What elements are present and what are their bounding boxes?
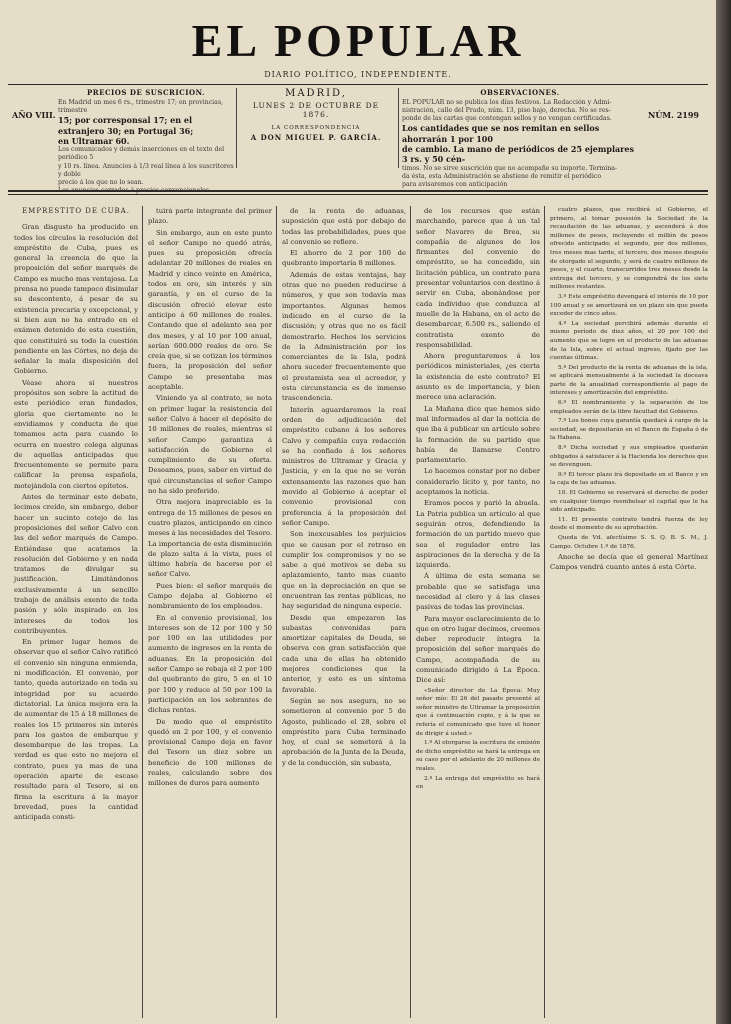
observations-line: da ésta, esta Administración se abstiene de remitir el periódico	[402, 172, 602, 180]
subscription-title: PRECIOS DE SUSCRICION.	[87, 88, 205, 97]
book-spine-edge	[716, 0, 731, 1024]
column-rule	[410, 206, 411, 1018]
year-label: AÑO VIII.	[12, 110, 56, 120]
paragraph: Además de estas ventajas, hay otras que no pueden reducirse á números, y que son todavía mas importantes. Algunas hemos indicado en el curso de la discusión; y otras que no es fácil demostrarlo. Hechos los servicios de la Administración por los comerciantes de la Isla, podrá ahora suceder frecuentemente que el prestamista sea el acreedor, y esta circunstancia es de inmenso trascendencia.	[282, 270, 406, 403]
paragraph: Desde que empezaron las subastas convenidas para amortizar capitales de Deuda, se observa con gran satisfacción que cada una de ellas ha obtenido mejores condiciones que la anterior, y esto es un síntoma favorable.	[282, 613, 406, 694]
subscription-box	[58, 88, 234, 186]
subscription-line: y 10 rs. línea. Anuncios á 1/3 real línea á los suscritores y doble	[58, 162, 234, 178]
header-rule-bottom	[8, 190, 708, 192]
header-divider-right	[398, 88, 399, 168]
subscription-line: En Madrid un mes 6 rs., trimestre 17; en provincias, trimestre	[58, 99, 223, 115]
article-column-1	[14, 206, 138, 1018]
letter-signature: Queda de Vd. afectísimo S. S. Q. B. S. M., J. Campo. Octubre 1.º de 1876.	[550, 534, 708, 550]
quoted-clause: 9.º El tercer plazo irá depositado en el Banco y en la caja de las aduanas.	[550, 471, 708, 487]
masthead-title: EL POPULAR	[191, 15, 525, 66]
correspondence-name: A DON MIGUEL P. GARCÍA.	[250, 133, 382, 142]
article-column-4	[416, 206, 540, 1018]
paragraph: Otra mejora inapreciable es la entrega de 15 millones de pesos en cuatro plazos, anticipando en cinco meses á las necesidades del Tesoro. La importancia de esta disminución de plazo salta á la vista, pues el último habría de hacerse por el señor Calvo.	[148, 498, 272, 579]
quoted-clause: 2.º La entrega del empréstito se hará en	[416, 775, 540, 791]
paragraph: de la renta de aduanas, suposición que está por debajo de todas las probabilidades, pues que al convenio se refiere.	[282, 207, 406, 246]
paragraph: Según se nos asegura, no se sometieron al convenio por 5 de Agosto, publicado el 28, sobre el empréstito para Cuba terminado hoy, el cual se someterá á la aprobación de la Junta de la Deuda, y de la conducción, sin subasta,	[282, 696, 406, 767]
column-rule	[276, 206, 277, 1018]
paragraph: Antes de terminar este debate, lecimos creído, sin embargo, deber hacer un sucinto cotejo de las proposiciones del señor Calvo con las del señor marqués de Campo. Entiéndase que acatamos la resolución del Gobierno y en nada tratamos de divulgar su justificación. Limitándonos exclusivamente á un sencillo trabajo de análisis exento de toda pasión y sólo inspirado en los intereses de todos los contribuyentes.	[14, 493, 138, 635]
subscription-line: Los comunicados y demás inserciones en el texto del periódico 5	[58, 146, 225, 162]
observations-line: ponde de las cartas que contengan sellos y no vengan certificadas.	[402, 115, 612, 123]
paragraph: El ahorro de 2 por 100 de quebranto importaría 8 millones.	[282, 249, 406, 268]
paragraph: En el convenio provisional, los intereses son de 12 por 100 y 50 por 100 en las utilidades por aumento de ingresos en la renta de aduanas. En la proposición del señor Campo se rebaja el 2 por 100 del quebranto de giro, 5 en el 10 por 100 y reduce al 50 por 100 la participación en los sobrantes de dichas rentas.	[148, 613, 272, 715]
paragraph: Anoche se decía que el general Martínez Campos vendrá cuanto antes á esta Córte.	[550, 553, 708, 572]
quoted-clause: 3.º Este empréstito devengará el interés de 10 por 100 anual y se amortizará en un plazo sin que pueda exceder de cinco años.	[550, 293, 708, 318]
paragraph: Sin embargo, aun en este punto el señor Campo no quedó atrás, pues su proposición ofrecía adelantar 20 millones de reales en Madrid y cinco veinte en América, todos en oro, sin interés y sin garantía, y en el curso de la discusión ofreció elevar este anticipo á 60 millones de reales. Contando que el adelanto sea por dos meses, y al 10 por 100 anual, serían 600.000 reales de oro. Se creía que, si se cotizan los términos fuera, la proposición del señor Campo se presentaba mas aceptable.	[148, 228, 272, 392]
column-rule	[142, 206, 143, 1018]
paragraph: Eramos pocos y parió la abuela. La Patria publica un artículo al que seguirán otros, defendiendo la formación de un partido nuevo que sea el regulador entre las aspiraciones de la derecha y de la izquierda.	[416, 499, 540, 570]
issue-date: LUNES 2 DE OCTUBRE DE 1876.	[252, 101, 380, 119]
paragraph: Viniendo ya al contrato, se nota en primer lugar la resistencia del señor Calvo á hacer el depósito de 10 millones de reales, mientras el señor Campo garantiza á satisfacción de Gobierno el cumplimiento de su oferta. Deseamos, pues, saber en virtud de qué circunstancias el señor Campo no ha sido preferido.	[148, 394, 272, 496]
observations-title: OBSERVACIONES.	[480, 88, 560, 97]
column-rule	[544, 206, 545, 1018]
observations-line: EL POPULAR no se publica los días festivos. La Redacción y Admi-	[402, 99, 612, 107]
paragraph: tuirá parte integrante del primer plazo.	[148, 207, 272, 226]
paragraph: Ahora preguntaremos á los periódicos ministeriales, ¿es cierta la existencia de este contrato? El asunto es de importancia, y bien merece una aclaración.	[416, 352, 540, 402]
subscription-line: en Ultramar 60.	[58, 136, 130, 146]
city: MADRID,	[285, 88, 347, 99]
paragraph: Interín aguardaremos la real orden de adjudicación del empréstito cubano á los señores Calvo y compañía cuya redacción se ha confiado á los señores ministros de Ultramar y Gracia y Justicia, y en la que no se verán extensamente las razones que han movido al Gobierno á aceptar el convenio provisional con preferencia á la proposición del señor Campo.	[282, 405, 406, 527]
article-column-5	[550, 206, 708, 1018]
paragraph: Pues bien: el señor marqués de Campo dejaba al Gobierno el nombramiento de los empleados.	[148, 581, 272, 611]
dateline	[238, 88, 394, 142]
paragraph: De modo que el empréstito quedó en 2 por 100, y el convenio provisional Campo deja en favor del Tesoro un diez sobre un beneficio de 100 millones de reales, calculando sobre dos millones de duros para aumento	[148, 717, 272, 788]
article-column-3	[282, 206, 406, 1018]
observations-line: Los cantidades que se nos remitan en sellos ahorrarán 1 por 100	[402, 123, 600, 144]
header-rule-top	[8, 84, 708, 85]
observations-box	[402, 88, 638, 188]
quoted-clause: 7.º Los bonos cuya garantía quedará á cargo de la sociedad, se depositarán en el Banco de España ó de la Habana.	[550, 418, 708, 442]
quoted-clause: 1.º Al otorgarse la escritura de emisión de dicho empréstito se hará la entrega en su caso por el adelanto de 20 millones de reales.	[416, 740, 540, 772]
quoted-letter: «Señor director de La Época: Muy señor mío: El 26 del pasado presenté al señor ministro de Ultramar la proposición que á continuación copio, y á la que se refería el comunicado que tuve el honor de dirigir á usted.»	[416, 687, 540, 737]
observations-line: timos. No se sirve suscrición que no acompañe su importe. Termina-	[402, 164, 618, 172]
paragraph: Á última de esta semana se probable que se satisfaga una necesidad al clero y á las clases pasivas de todas las provincias.	[416, 572, 540, 612]
observations-line: para avisaremos con anticipación	[402, 180, 508, 188]
subscription-line: precio á los que no lo sean.	[58, 178, 144, 186]
observations-line: de cambio. La mano de periódicos de 25 ejemplares 3 rs. y 50 cén-	[402, 144, 634, 165]
quoted-clause: 4.º La sociedad percibirá además durante el mismo período de diez años, el 20 por 100 del aumento que se logre en el producto de las aduanas de la Isla, sobre el actual ingreso, fijado por las cuentas últimas.	[550, 320, 708, 362]
paragraph: En primer lugar hemos de observar que el señor Calvo ratificó el convenio sin ninguna enmienda, ni modificación. El convenio, por tanto, queda autorizado en toda su integridad por su acuerdo dictatorial. La única mejora era la de aumentar de 15 á 18 millones de reales los 15 primeros sin interés para los gastos de embarque y desembarque de las tropas. La verdad es que esto no mejora el contrato, pues ya mas de una operación aparte de escaso resultado para el Tesoro, si en firma la escritura á la mayor brevedad, pues la cantidad anticipada consti-	[14, 638, 138, 822]
paragraph: La Mañana dice que hemos sido mal informados al dar la noticia de que iba á publicar un artículo sobre la formación de su partido que había de llamarse Centro parlamentario.	[416, 404, 540, 465]
subscription-line: 15; por corresponsal 17; en el extranjero 30; en Portugal 36;	[58, 115, 194, 136]
article-title: EMPRESTITO DE CUBA.	[22, 207, 130, 215]
quoted-clause: 10. El Gobierno se reservará el derecho de poder en cualquier tiempo reembolsar el capital que le ha sido anticipado.	[550, 490, 708, 514]
paragraph: Para mayor esclarecimiento de lo que en otro lugar decimos, creemos deber reproducir íntegra la proposición del señor marqués de Campo, acompañada de su comunicado dirigido á La Época. Dice así:	[416, 614, 540, 685]
header-divider-left	[236, 88, 237, 168]
issue-number: NÚM. 2199	[648, 110, 699, 120]
paragraph: Véase ahora si nuestros propósitos son sobre la actitud de este periódico eran fundados, gloria que ciertamente no le envidiamos y conducta de que tomamos acta para cuando lo ocurra en nuestro colega algunas de aquellas anticipadas que frecuentemente se permite para calificar la prensa española, motejándola con ciertos epítetos.	[14, 378, 138, 490]
paragraph: Lo hacemos constar por no deber considerarlo lícito y, por tanto, no aceptamos la noticia.	[416, 467, 540, 497]
quoted-clause: 11. El presente contrato tendrá fuerza de ley desde el momento de su aprobación.	[550, 516, 708, 532]
quoted-clause: cuatro plazos, que recibirá el Gobierno, el primero, al tomar posesión la Sociedad de la recaudación de las aduanas, y ascenderá á dos millones de pesos, incluyendo el millón de pesos ofrecido anticipado; el segundo, por dos millones, tres meses mas tarde, el tercero, dos meses después de otorgado el segundo, y será de cuatro millones de pesos, y el cuarto, transcurridos tres meses desde la entrega del tercero, y se compondrá de los siete millones restantes.	[550, 207, 708, 291]
quoted-clause: 6.º El nombramiento y la separación de los empleados serán de la libre facultad del Gobierno.	[550, 400, 708, 415]
paragraph: Gran disgusto ha producido en todos los círculos la resolución del empréstito de Cuba, pues es general la creencia de que la proposición del señor marqués de Campo es mucho mas ventajosa. La prensa no puede tampoco disimular su descontento, á pesar de su existencia precaria y excepcional, y si bien aun no ha entrado en el exámen detenido de esta cuestión, que constituirá su todo la cuestión pendiente en las Córtes, no deja de señalar la mala disposición del Gobierno.	[14, 223, 138, 376]
observations-line: nistración, calle del Prado, núm. 13, piso bajo, derecha. No se res-	[402, 107, 611, 115]
correspondence-label: LA CORRESPONDENCIA	[271, 125, 361, 131]
paragraph: de los recursos que están marchando, parece que á un tal señor Navarro de Brea, su compañía de algunos de los firmantes del convenio de empréstito, se ha concedido, sin licitación pública, un contrato para presentar voluntarios con destino á servir en Cuba, abonándose por cada individuo que conduzca al muelle de la Habana, en el acto de desembarcar, 6.500 rs., saliendo el contratista exento de responsabilidad.	[416, 207, 540, 349]
quoted-clause: 8.º Dicha sociedad y sus empleados quedarán obligados á satisfacer á la Hacienda los derechos que se devenguen.	[550, 445, 708, 469]
paragraph: Son inexcusables los perjuicios que se causan por el retraso en cumplir los compromisos y no se sabe a qué motivos se deba su aplazamiento, tanto mas cuanto que en la depreciación en que se encuentran las rentas públicas, no hay seguridad de ninguna especie.	[282, 530, 406, 611]
quoted-clause: 5.º Del producto de la renta de aduanas de la isla, se aplicará mensualmente á la sociedad la doceava parte de la anualidad correspondiente al pago de intereses y amortización del empréstito.	[550, 364, 708, 397]
header-rule-bottom-thin	[8, 194, 708, 195]
masthead-subtitle: DIARIO POLÍTICO, INDEPENDIENTE.	[264, 70, 452, 79]
article-column-2	[148, 206, 272, 1018]
